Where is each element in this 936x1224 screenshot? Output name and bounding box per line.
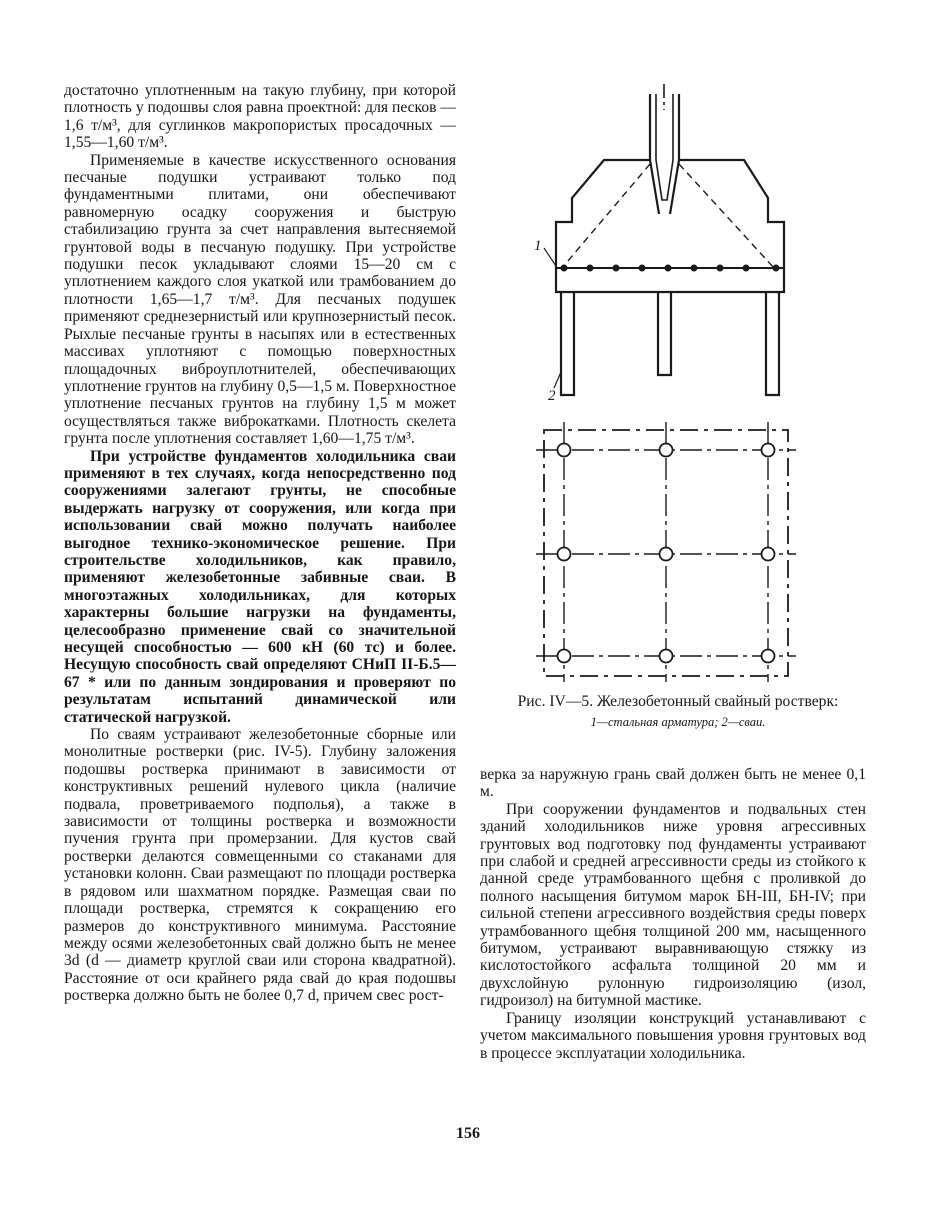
paragraph-density: достаточно уплотненным на такую глубину, при которой плотность у подошвы слоя равна проектной: для песков — 1,6 т/м³, для суглинков макропористых просадочных — 1,55—1,60 т/м³.: [64, 82, 456, 152]
paragraph-grillage: По сваям устраивают железобетонные сборные или монолитные ростверки (рис. IV-5). Глубину заложения подошвы ростверка принимают в зависимости от конструктивных решений нулевого цикла (наличие подвала, проветриваемого подполья), а также в зависимости от толщины ростверка и возможности пучения грунта при промерзании. Для кустов свай ростверки делаются совмещенными со стаканами для установки колонн. Сваи размещают по площади ростверка в рядовом или шахматном порядке. Размещая сваи по площади ростверка, стремятся к сокращению его размеров до конструктивного минимума. Расстояние между осями железобетонных свай должно быть не менее 3d (d — диаметр круглой сваи или сторона квадратной). Расстояние от оси крайнего ряда свай до края подошвы ростверка должно быть не более 0,7 d, причем свес рост-: [64, 726, 456, 1005]
load-distribution-lines: [562, 164, 774, 268]
paragraph-waterproofing: При сооружении фундаментов и подвальных стен зданий холодильников ниже уровня агрессивных грунтовых вод подготовку под фундаменты устраивают при слабой и средней агрессивности среды из стойкого к данной среде утрамбованного щебня с проливкой до полного насыщения битумом марок БН-III, БН-IV; при сильной степени агрессивного воздействия среды поверх утрамбованного щебня толщиной 200 мм, насыщенного битумом, устраивают выравнивающую стяжку из кислотостойкого асфальта толщиной 20 мм и двухслойную рулонную гидроизоляцию (изол, гидроизол) на битумной мастике.: [480, 800, 866, 1010]
pile-middle: [658, 292, 671, 375]
column-socket: [650, 94, 679, 214]
reinforcement-dots: [561, 265, 780, 272]
label-2: 2: [548, 388, 556, 404]
paragraph-insulation-boundary: Границу изоляции конструкций устанавливают с учетом максимального повышения уровня грунтовых вод в процессе эксплуатации холодильника.: [480, 1009, 866, 1062]
figure-caption: [478, 693, 878, 730]
paragraph-piles: При устройстве фундаментов холодильника сваи применяют в тех случаях, когда непосредственно под сооружениями залегают грунты, не способные выдержать нагрузку от сооружения, или когда при использовании свай можно получать наиболее выгодное технико-экономическое решение. При строительстве холодильников, как правило, применяют железобетонные забивные сваи. В многоэтажных холодильниках, для которых характерны большие нагрузки на фундаменты, целесообразно применение свай со значительной несущей способностью — 600 кН (60 тс) и более. Несущую способность свай определяют СНиП II-Б.5—67 * или по данным зондирования и проверяют по результатам испытаний динамической или статической нагрузкой.: [64, 447, 456, 726]
paragraph-overhang: верка за наружную грань свай должен быть не менее 0,1 м.: [480, 766, 866, 801]
left-text-column: [64, 82, 456, 1005]
pile-left: [561, 292, 574, 395]
pile-grillage-figure: [522, 82, 822, 682]
caption-title: Рис. IV—5. Железобетонный свайный ростверк:: [517, 693, 839, 710]
right-text-column: [480, 766, 866, 1062]
pile-right: [766, 292, 779, 395]
page-number: 156: [456, 1125, 480, 1142]
paragraph-sand-cushions: Применяемые в качестве искусственного основания песчаные подушки устраивают только под фундаментными плитами, они обеспечивают равномерную осадку сооружения и быструю стабилизацию грунта за счет направления вытесняемой грунтовой воды в песчаную подушку. При устройстве подушки песок укладывают слоями 15—20 см с уплотнением каждого слоя укаткой или трамбованием до плотности 1,65—1,7 т/м³. Для песчаных подушек применяют среднезернистый или крупнозернистый песок. Рыхлые песчаные грунты в насыпях или в естественных массивах уплотняют с помощью поверхностных площадочных виброуплотнителей, обеспечивающих уплотнение грунтов на глубину 0,5—1,5 м. Поверхностное уплотнение песчаных грунтов на глубину 1,5 м может осуществляться также виброкатками. Плотность скелета грунта после уплотнения составляет 1,60—1,75 т/м³.: [64, 151, 456, 448]
label-1: 1: [534, 238, 542, 254]
grillage-plan-view: [536, 422, 796, 682]
grillage-drawing: [522, 82, 822, 682]
caption-legend: 1—стальная арматура; 2—сваи.: [590, 715, 766, 729]
leader-1: [544, 248, 556, 266]
